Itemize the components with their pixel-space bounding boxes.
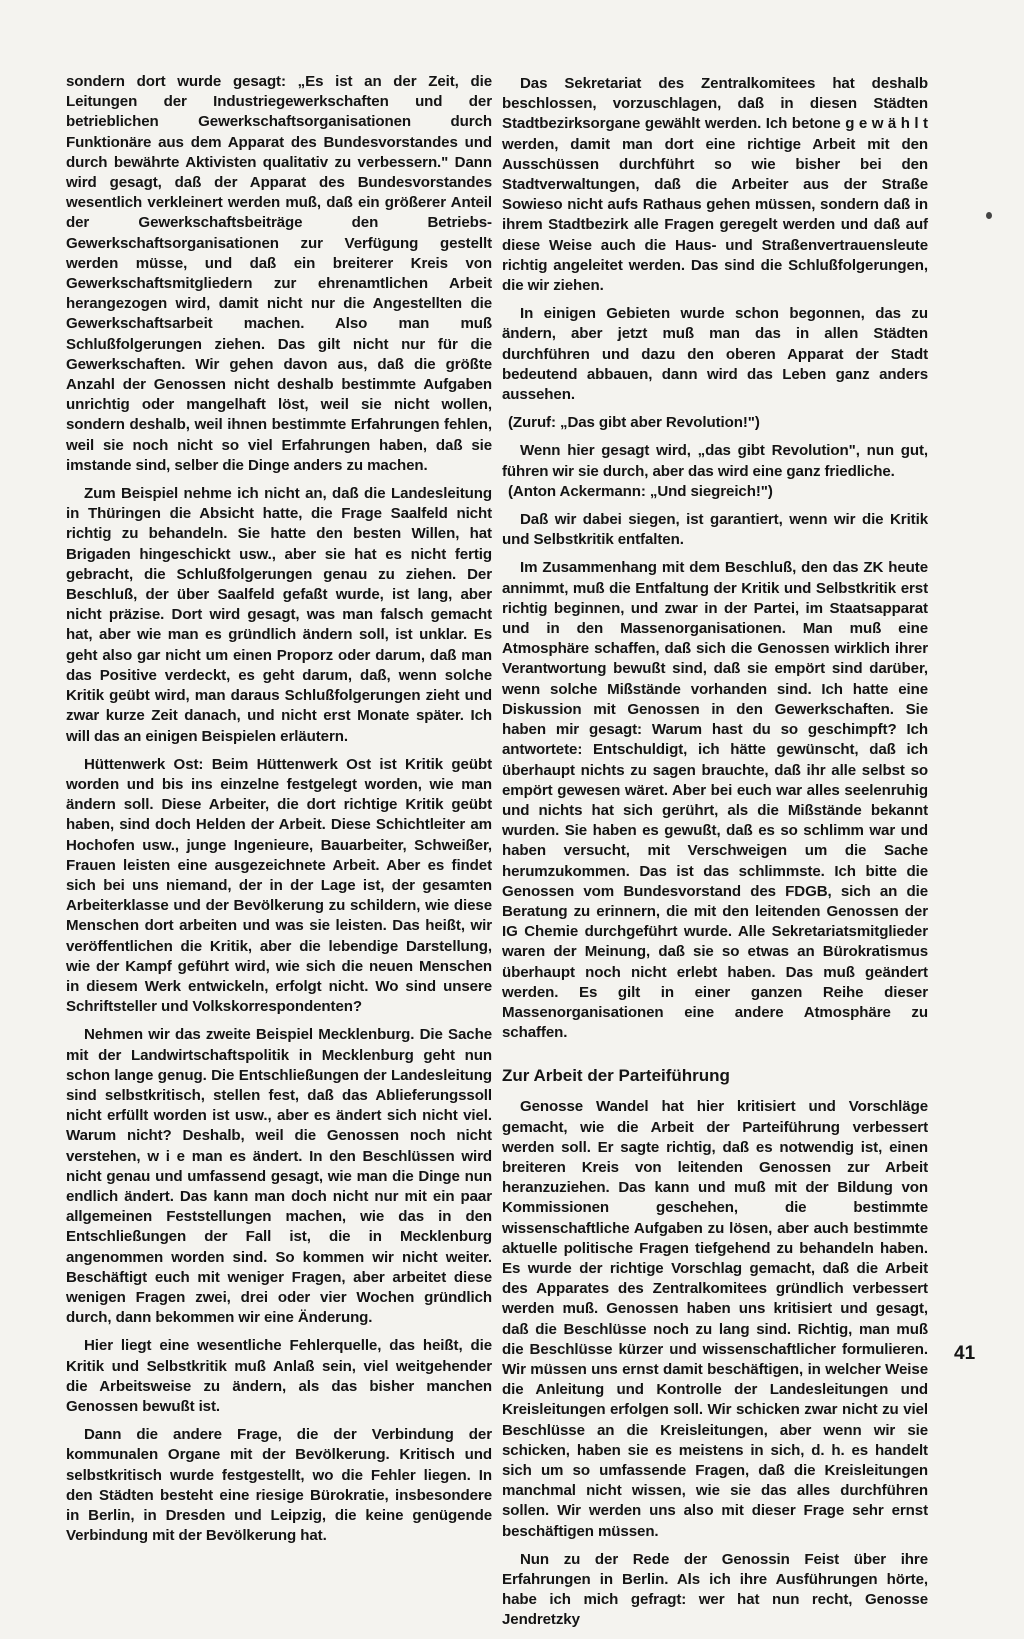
paragraph: Wenn hier gesagt wird, „das gibt Revolution", nun gut, führen wir sie durch, aber das wird eine ganz friedliche. (502, 442, 928, 480)
ink-speck (986, 212, 992, 219)
paragraph: Hier liegt eine wesentliche Fehlerquelle, das heißt, die Kritik und Selbstkritik muß Anlaß sein, viel weitgehender die Arbeitsweise zu ändern, als das bisher manchen Genossen bewußt ist. (66, 1337, 492, 1415)
interjection: (Anton Ackermann: „Und siegreich!") (508, 482, 773, 500)
paragraph: In einigen Gebieten wurde schon begonnen, das zu ändern, aber jetzt muß man das in allen Städten durchführen und dazu den oberen Apparat der Stadt bedeutend abbauen, dann wird das Leben ganz anders aussehen. (502, 305, 928, 404)
paragraph: sondern dort wurde gesagt: „Es ist an der Zeit, die Leitungen der Industriegewerkschaften und der betrieblichen Gewerkschaftsorganisationen durch Funktionäre aus dem Apparat des Bundesvorstandes und durch bewährte Aktivisten qualitativ zu verbessern." Dann wird gesagt, daß der Apparat des Bundesvorstandes wesentlich verkleinert werden muß, daß ein größerer Anteil der Gewerkschaftsbeiträge den Betriebs-Gewerkschaftsorganisationen zur Verfügung gestellt werden müsse, und daß ein breiterer Kreis von Gewerkschaftsmitgliedern zur ehrenamtlichen Arbeit herangezogen wird, damit nicht nur die Angestellten die Gewerkschaftsarbeit machen. Also man muß Schlußfolgerungen ziehen. Das gilt nicht nur für die Gewerkschaften. Wir gehen davon aus, daß die größte Anzahl der Genossen nicht deshalb bestimmte Aufgaben unrichtig oder mangelhaft löst, weil sie nicht wollen, sondern deshalb, weil ihnen bestimmte Erfahrungen fehlen, weil sie noch nicht so viel Erfahrungen haben, daß sie imstande sind, selber die Dinge anders zu machen. (66, 73, 492, 474)
paragraph: Zum Beispiel nehme ich nicht an, daß die Landesleitung in Thüringen die Absicht hatte, die Frage Saalfeld nicht richtig zu behandeln. Sie hatte den besten Willen, hat Brigaden hingeschickt usw., aber sie hat es nicht fertig gebracht, die Schlußfolgerungen genau zu ziehen. Der Beschluß, der über Saalfeld gefaßt wurde, ist lang, aber nicht präzise. Dort wird gesagt, was man falsch gemacht hat, aber wie man es gründlich ändern soll, ist unklar. Es geht also gar nicht um einen Proporz oder darum, daß man das Positive verdeckt, es geht darum, daß, wenn solche Kritik geübt wird, man daraus Schlußfolgerungen zieht und zwar kurze Zeit danach, und nicht erst Monate später. Ich will das an einigen Beispielen erläutern. (66, 485, 492, 745)
paragraph: Hüttenwerk Ost: Beim Hüttenwerk Ost ist Kritik geübt worden und bis ins einzelne festgelegt worden, wie man ändern soll. Diese Arbeiter, die dort richtige Kritik geübt haben, sind doch Helden der Arbeit. Diese Schichtleiter am Hochofen usw., junge Ingenieure, Bauarbeiter, Schweißer, Frauen leisten eine ausgezeichnete Arbeit. Aber es findet sich bei uns niemand, der in der Lage ist, der gesamten Arbeiterklasse und der Bevölkerung zu schildern, wie diese Menschen dort arbeiten und was sie leisten. Das heißt, wir veröffentlichen die Kritik, aber die lebendige Darstellung, wie der Kampf geführt wird, wie sich die neuen Menschen in diesem Werk entwickeln, erfolgt nicht. Wo sind unsere Schriftsteller und Volkskorrespondenten? (66, 755, 492, 1016)
paragraph: Nehmen wir das zweite Beispiel Mecklenburg. Die Sache mit der Landwirtschaftspolitik in Mecklenburg geht nun schon lange genug. Die Entschließungen der Landesleitung sind selbstkritisch, stellen fest, daß das Ablieferungssoll nicht erfüllt worden ist usw., aber es ändert sich nicht viel. Warum nicht? Deshalb, weil die Genossen noch nicht verstehen, w i e man es ändert. In den Beschlüssen wird nicht genau und umfassend gesagt, wie man die Dinge nun endlich ändert. Das kann man doch nicht nur mit ein paar allgemeinen Feststellungen machen, wie das in den Entschließungen der Fall ist, die in Mecklenburg angenommen worden sind. So kommen wir nicht weiter. Beschäftigt euch mit weniger Fragen, aber arbeitet diese wenigen Fragen zwei, drei oder vier Wochen gründlich durch, dann bekommen wir eine Änderung. (66, 1026, 492, 1327)
paragraph: Nun zu der Rede der Genossin Feist über ihre Erfahrungen in Berlin. Als ich ihre Ausführungen hörte, habe ich mich gefragt: wer hat nun recht, Genosse Jendretzky (502, 1550, 928, 1629)
interjection: (Zuruf: „Das gibt aber Revolution!") (508, 414, 760, 432)
right-text-column (502, 74, 928, 1639)
paragraph: Im Zusammenhang mit dem Beschluß, den das ZK heute annimmt, muß die Entfaltung der Kritik und Selbstkritik erst richtig beginnen, und zwar in der Partei, im Staatsapparat und in den Massenorganisationen. Man muß eine Atmosphäre schaffen, daß sich die Genossen wirklich ihrer Verantwortung bewußt sind, daß sie empört sind darüber, wenn solche Mißstände vorhanden sind. Ich hatte eine Diskussion mit Genossen in den Gewerkschaften. Sie haben mir gesagt: Warum hast du so geschimpft? Ich antwortete: Entschuldigt, ich hätte gewünscht, daß ich überhaupt nichts zu sagen brauchte, daß ihr alle selbst so empört gewesen wäret. Aber bei euch war alles seelenruhig und nichts hat sich gerührt, als die Mißstände bekannt wurden. Sie haben es gewußt, daß es so schlimm war und haben versucht, mit Verschweigen um die Sache herumzukommen. Das ist das schlimmste. Ich bitte die Genossen vom Bundesvorstand des FDGB, sich an die Beratung zu erinnern, die mit den leitenden Genossen der IG Chemie durchgeführt wurde. Alle Sekretariatsmitglieder waren der Meinung, daß sie so etwas an Bürokratismus überhaupt noch nicht erlebt haben. Das muß geändert werden. Es gilt in einer ganzen Reihe dieser Massenorganisationen eine andere Atmosphäre zu schaffen. (502, 559, 928, 1042)
page-number: 41 (954, 1343, 976, 1364)
left-text-column (66, 72, 492, 1554)
section-heading: Zur Arbeit der Parteiführung (502, 1066, 730, 1086)
paragraph: Daß wir dabei siegen, ist garantiert, wenn wir die Kritik und Selbstkritik entfalten. (502, 511, 928, 549)
paragraph: Dann die andere Frage, die der Verbindung der kommunalen Organe mit der Bevölkerung. Kritisch und selbstkritisch wurde festgestellt, wo die Fehler liegen. In den Städten besteht eine riesige Bürokratie, insbesondere in Berlin, in Dresden und Leipzig, die keine genügende Verbindung mit der Bevölkerung hat. (66, 1426, 492, 1545)
paragraph: Genosse Wandel hat hier kritisiert und Vorschläge gemacht, wie die Arbeit der Parteiführung verbessert werden soll. Er sagte richtig, daß es notwendig ist, einen breiteren Kreis von leitenden Genossen zur Arbeit heranzuziehen. Das kann und muß mit der Bildung von Kommissionen geschehen, die bestimmte wissenschaftliche Aufgaben zu lösen, aber auch bestimmte aktuelle politische Fragen tiefgehend zu behandeln haben. Es wurde der richtige Vorschlag gemacht, daß die Arbeit des Apparates des Zentralkomitees gründlich verbessert werden muß. Genossen haben uns kritisiert und gesagt, daß die Beschlüsse noch zu lang sind. Richtig, man muß die Beschlüsse kürzer und wissenschaftlicher formulieren. Wir müssen uns ernst damit beschäftigen, in welcher Weise die Anleitung und Kontrolle der Landesleitungen und Kreisleitungen erfolgen soll. Wir schicken zwar nicht zu viel Beschlüsse an die Kreisleitungen, aber wenn wir sie schicken, haben sie es meistens in sich, d. h. es handelt sich um so umfassende Fragen, daß die Kreisleitungen manchmal nicht wissen, wie sie das alles durchführen sollen. Wir werden uns also mit dieser Frage sehr ernst beschäftigen müssen. (502, 1098, 928, 1540)
paragraph: Das Sekretariat des Zentralkomitees hat deshalb beschlossen, vorzuschlagen, daß in diesen Städten Stadtbezirksorgane gewählt werden. Ich betone g e w ä h l t werden, damit man dort eine richtige Arbeit mit den Ausschüssen durchführt so wie bisher bei den Stadtverwaltungen, daß die Arbeiter aus der Straße Sowieso nicht aufs Rathaus gehen müssen, sondern daß in ihrem Stadtbezirk alle Fragen geregelt werden und daß auf diese Weise auch die Haus- und Straßenvertrauensleute richtig angeleitet werden. Das sind die Schlußfolgerungen, die wir ziehen. (502, 75, 928, 295)
